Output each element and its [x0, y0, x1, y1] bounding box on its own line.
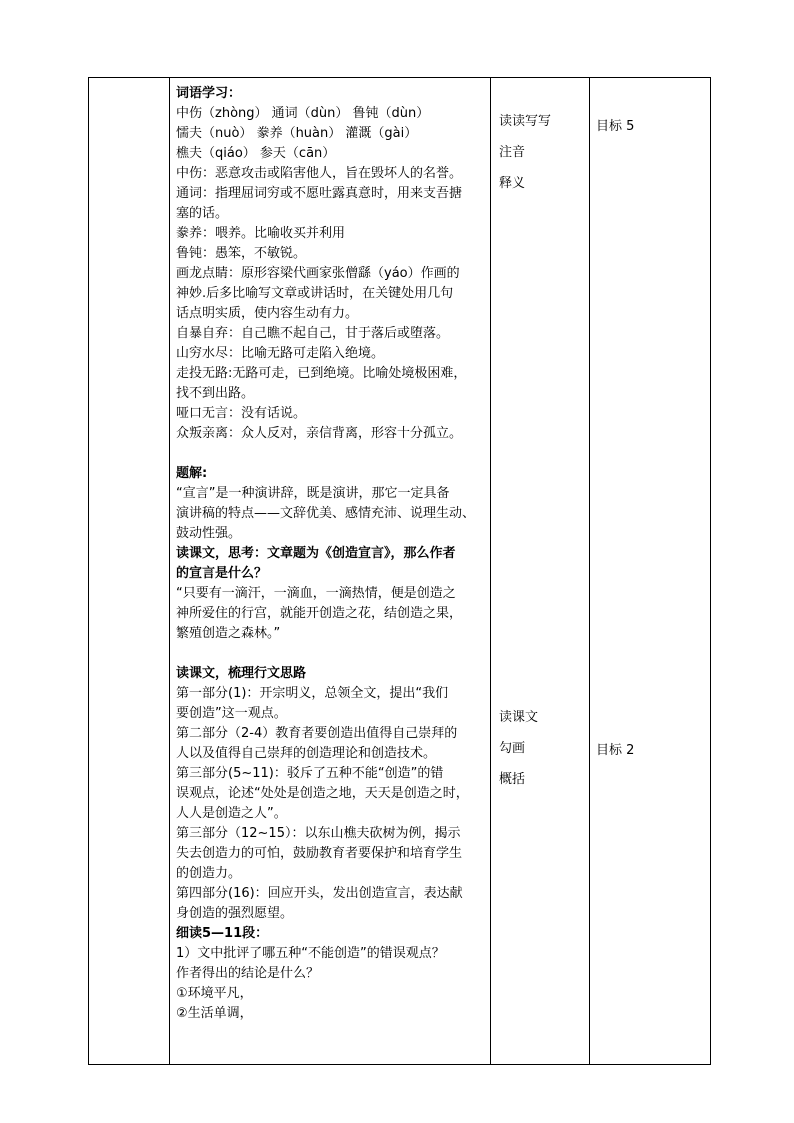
text-line: 读课文，思考：文章题为《创造宣言》，那么作者 [176, 546, 456, 561]
activity-read-write: 读读写写 [499, 114, 552, 129]
activity-definition: 释义 [499, 176, 526, 191]
text-line: 1）文中批评了哪五种“不能创造”的错误观点？ [176, 946, 445, 961]
text-line: 要创造”这一观点。 [176, 706, 287, 721]
text-line: 神所爱住的行宫，就能开创造之花，结创造之果， [176, 606, 463, 621]
text-line: 哑口无言：没有话说。 [176, 406, 307, 421]
goal-two: 目标 2 [596, 743, 635, 758]
text-line: 的宣言是什么？ [176, 566, 268, 581]
text-line: 众叛亲离：众人反对，亲信背离，形容十分孤立。 [176, 426, 463, 441]
activity-cell [491, 78, 590, 1065]
text-line: 身创造的强烈愿望。 [176, 906, 294, 921]
goal-cell [590, 78, 711, 1065]
text-line: 细读5—11段： [176, 926, 269, 941]
text-line: 演讲稿的特点——文辞优美、感情充沛、说理生动、 [176, 506, 476, 521]
text-line: 误观点，论述“处处是创造之地，天天是创造之时， [176, 786, 469, 801]
text-line: 樵夫（qiáo） 参天（cān） [176, 146, 336, 161]
lesson-content-cell [170, 78, 491, 1065]
text-line: 人以及值得自己崇拜的创造理论和创造技术。 [176, 746, 437, 761]
text-line: 的创造力。 [176, 866, 242, 881]
activity-block-vocabulary [499, 106, 551, 199]
text-line: 塞的话。 [176, 206, 229, 221]
text-line: 第二部分（2-4）教育者要创造出值得自己崇拜的 [176, 726, 458, 741]
empty-first-column [89, 78, 170, 1065]
activity-pinyin: 注音 [499, 145, 526, 160]
text-line: 读课文，梳理行文思路 [176, 666, 307, 681]
lesson-plan-table [88, 77, 711, 1065]
text-line: 豢养：喂养。比喻收买并利用 [176, 226, 346, 241]
text-line: 通词：指理屈词穷或不愿吐露真意时，用来支吾搪 [176, 186, 463, 201]
text-line: 失去创造力的可怕，鼓励教育者要保护和培育学生 [176, 846, 463, 861]
text-line: 第一部分(1)：开宗明义，总领全文，提出“我们 [176, 686, 449, 701]
text-line: 题解: [176, 466, 208, 481]
text-line: 繁殖创造之森林。” [176, 626, 281, 641]
activity-underline: 勾画 [499, 741, 526, 756]
text-line: 中伤（zhòng） 通词（dùn） 鲁钝（dùn） [176, 106, 430, 121]
text-line: 鼓动性强。 [176, 526, 242, 541]
lesson-content [170, 78, 490, 1024]
text-line: ①环境平凡， [176, 986, 253, 1001]
text-line: 人人是创造之人”。 [176, 806, 287, 821]
text-line: 作者得出的结论是什么？ [176, 966, 320, 981]
text-line: 山穷水尽：比喻无路可走陷入绝境。 [176, 346, 385, 361]
text-line: “只要有一滴汗，一滴血，一滴热情，便是创造之 [176, 586, 456, 601]
text-line: 找不到出路。 [176, 386, 255, 401]
text-line: 中伤：恶意攻击或陷害他人，旨在毁坏人的名誉。 [176, 166, 463, 181]
activity-read-text: 读课文 [499, 710, 539, 725]
text-line: 第三部分（12~15）：以东山樵夫砍树为例，揭示 [176, 826, 461, 841]
text-line: 走投无路:无路可走，已到绝境。比喻处境极困难， [176, 366, 467, 381]
blank-line [176, 644, 484, 664]
activity-block-reading [499, 702, 538, 795]
text-line: 鲁钝：愚笨，不敏锐。 [176, 246, 307, 261]
text-line: 第三部分(5~11)：驳斥了五种不能“创造”的错 [176, 766, 444, 781]
text-line: 词语学习： [176, 86, 242, 101]
text-line: 画龙点睛：原形容梁代画家张僧繇（yáo）作画的 [176, 266, 460, 281]
text-line: 神妙.后多比喻写文章或讲话时，在关键处用几句 [176, 286, 454, 301]
activity-summarize: 概括 [499, 772, 526, 787]
blank-line [176, 444, 484, 464]
goal-five: 目标 5 [596, 119, 635, 134]
text-line: 话点明实质，使内容生动有力。 [176, 306, 359, 321]
table-row [89, 78, 711, 1065]
text-line: 第四部分(16)：回应开头，发出创造宣言，表达献 [176, 886, 463, 901]
text-line: “宣言”是一种演讲辞，既是演讲，那它一定具备 [176, 486, 450, 501]
text-line: ②生活单调， [176, 1006, 253, 1021]
text-line: 自暴自弃：自己瞧不起自己，甘于落后或堕落。 [176, 326, 450, 341]
text-line: 懦夫（nuò） 豢养（huàn） 灌溉（gài） [176, 126, 418, 141]
